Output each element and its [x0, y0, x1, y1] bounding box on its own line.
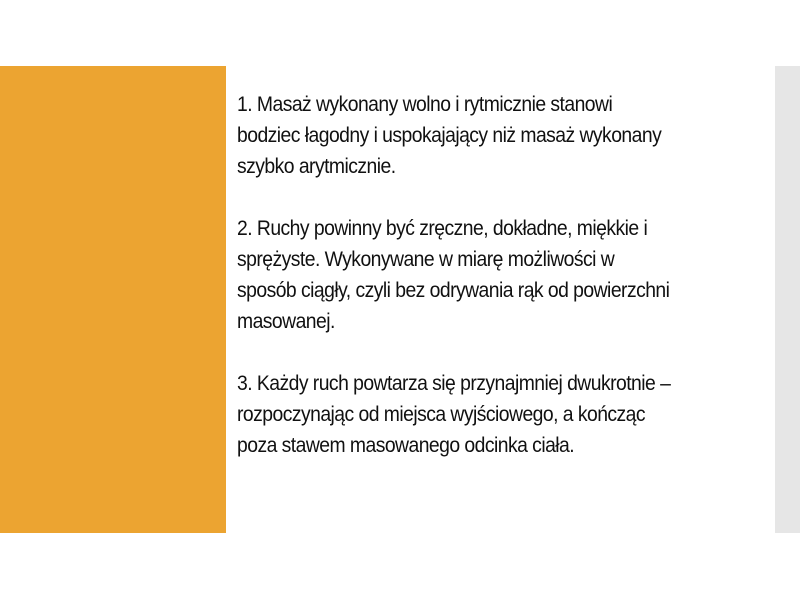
text-line: rozpoczynając od miejsca wyjściowego, a kończąc	[237, 402, 646, 426]
text-line: 1. Masaż wykonany wolno i rytmicznie stanowi	[237, 92, 613, 116]
text-line: 2. Ruchy powinny być zręczne, dokładne, miękkie i	[237, 216, 648, 240]
text-line: bodziec łagodny i uspokajający niż masaż wykonany	[237, 123, 662, 147]
text-line: sprężyste. Wykonywane w miarę możliwości w	[237, 247, 615, 271]
text-line: sposób ciągły, czyli bez odrywania rąk od powierzchni	[237, 278, 670, 302]
orange-accent-bar	[0, 66, 226, 533]
text-line: masowanej.	[237, 309, 335, 333]
text-line: 3. Każdy ruch powtarza się przynajmniej dwukrotnie –	[237, 371, 671, 395]
paragraph-3	[237, 368, 768, 461]
text-line: szybko arytmicznie.	[237, 154, 396, 178]
gray-side-strip	[775, 66, 800, 533]
slide-text-content	[237, 89, 768, 461]
paragraph-1	[237, 89, 768, 182]
text-line: poza stawem masowanego odcinka ciała.	[237, 433, 575, 457]
paragraph-2	[237, 213, 768, 337]
